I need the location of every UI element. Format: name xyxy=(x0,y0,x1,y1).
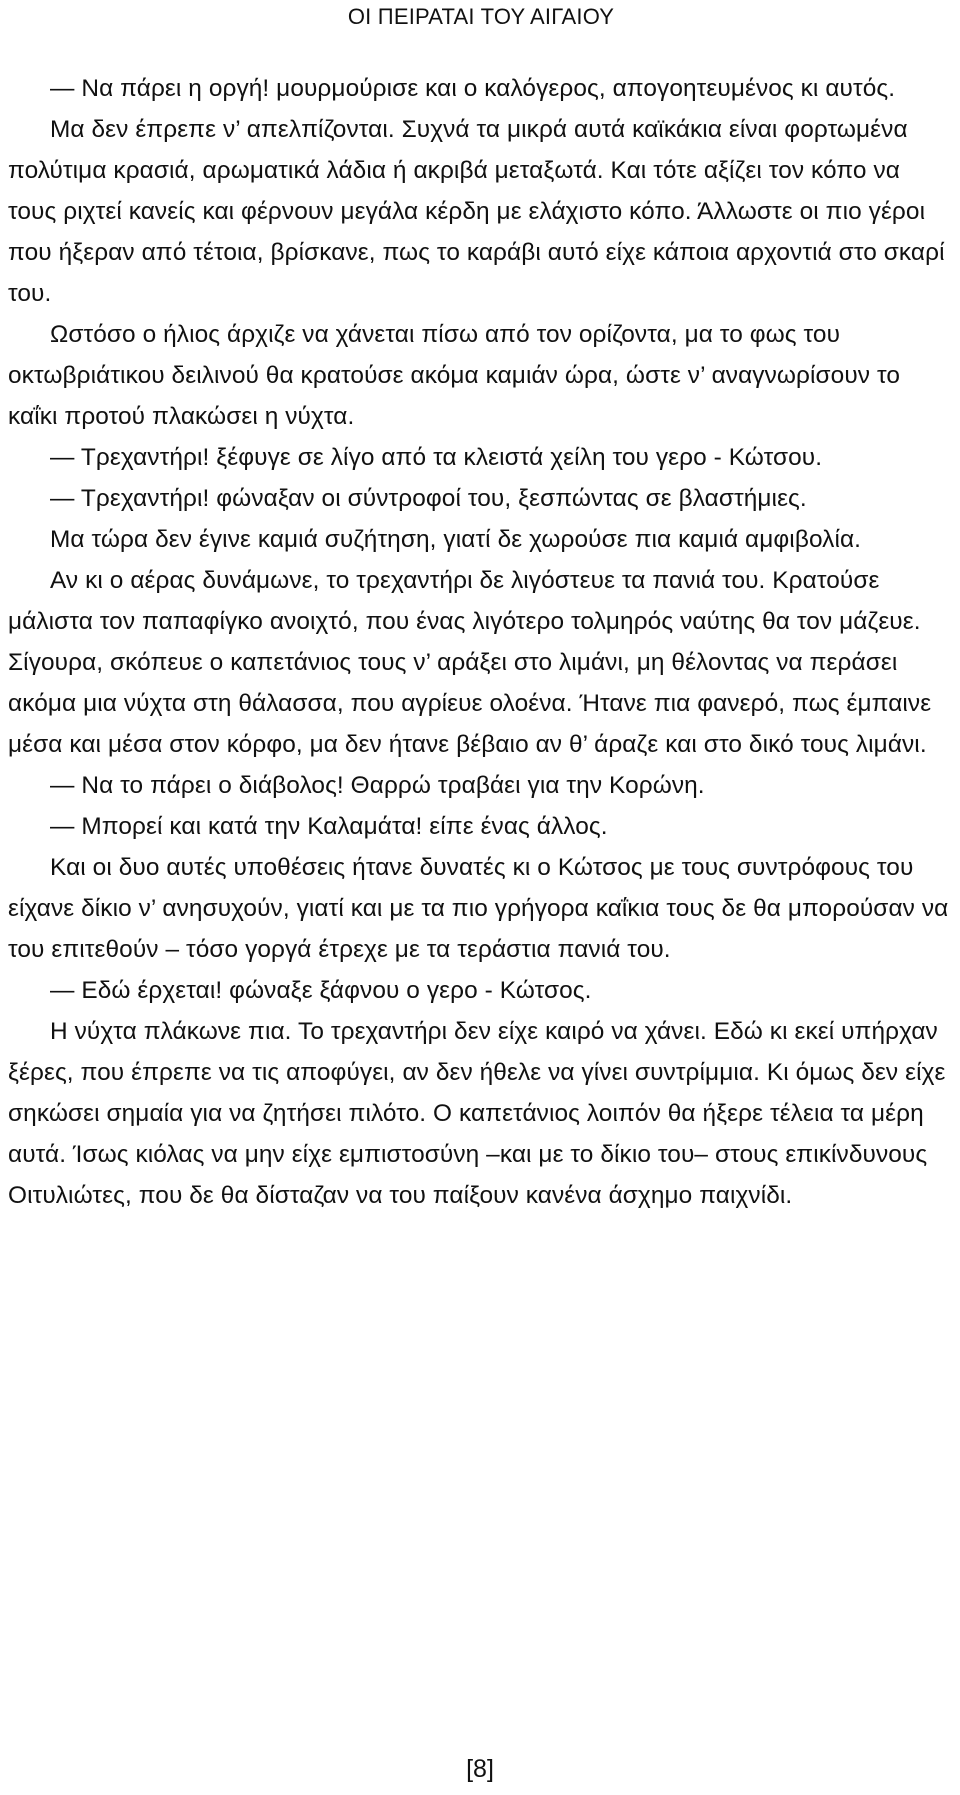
paragraph: Αν κι ο αέρας δυνάμωνε, το τρεχαντήρι δε λιγόστευε τα πανιά του. Κρατούσε μάλιστα τον παπαφίγκο ανοιχτό, που ένας λιγότερο τολμηρός ναύτης θα τον μάζευε. Σίγουρα, σκόπευε ο καπετάνιος τους ν’ αράξει στο λιμάνι, μη θέλοντας να περάσει ακόμα μια νύχτα στη θάλασσα, που αγρίευε ολοένα. Ήτανε πια φανερό, πως έμπαινε μέσα και μέσα στον κόρφο, μα δεν ήτανε βέβαιο αν θ’ άραζε και στο δικό τους λιμάνι. xyxy=(8,567,932,758)
paragraph: — Μπορεί και κατά την Καλαμάτα! είπε ένας άλλος. xyxy=(50,813,608,840)
paragraph: — Να το πάρει ο διάβολος! Θαρρώ τραβάει για την Κορώνη. xyxy=(50,772,705,799)
paragraph: Ωστόσο ο ήλιος άρχιζε να χάνεται πίσω από τον ορίζοντα, μα το φως του οκτωβριάτικου δειλινού θα κρατούσε ακόμα καμιάν ώρα, ώστε ν’ αναγνωρίσουν το καΐκι προτού πλακώσει η νύχτα. xyxy=(8,321,900,430)
paragraph: Μα δεν έπρεπε ν’ απελπίζονται. Συχνά τα μικρά αυτά καϊκάκια είναι φορτωμένα πολύτιμα κρασιά, αρωματικά λάδια ή ακριβά μεταξωτά. Και τότε αξίζει τον κόπο να τους ριχτεί κανείς και φέρνουν μεγάλα κέρδη με ελάχιστο κόπο. Άλλωστε οι πιο γέροι που ήξεραν από τέτοια, βρίσκανε, πως το καράβι αυτό είχε κάποια αρχοντιά στο σκαρί του. xyxy=(8,116,945,307)
body-text xyxy=(8,68,954,1216)
running-header: ΟΙ ΠΕΙΡΑΤΑΙ ΤΟΥ ΑΙΓΑΙΟΥ xyxy=(347,4,615,29)
paragraph: Μα τώρα δεν έγινε καμιά συζήτηση, γιατί δε χωρούσε πια καμιά αμφιβολία. xyxy=(50,526,862,553)
paragraph: Και οι δυο αυτές υποθέσεις ήτανε δυνατές κι ο Κώτσος με τους συντρόφους του είχανε δίκιο ν’ ανησυχούν, γιατί και με τα πιο γρήγορα καΐκια τους δε θα μπορούσαν να του επιτεθούν – τόσο γοργά έτρεχε με τα τεράστια πανιά του. xyxy=(8,854,949,963)
page-number: [8] xyxy=(466,1755,494,1783)
paragraph: — Να πάρει η οργή! μουρμούρισε και ο καλόγερος, απογοητευμένος κι αυτός. xyxy=(50,75,896,102)
paragraph: — Εδώ έρχεται! φώναξε ξάφνου ο γερο - Κώτσος. xyxy=(50,977,592,1004)
paragraph: Η νύχτα πλάκωνε πια. Το τρεχαντήρι δεν είχε καιρό να χάνει. Εδώ κι εκεί υπήρχαν ξέρες, που έπρεπε να τις αποφύγει, αν δεν ήθελε να γίνει συντρίμμια. Κι όμως δεν είχε σηκώσει σημαία για να ζητήσει πιλότο. Ο καπετάνιος λοιπόν θα ήξερε τέλεια τα μέρη αυτά. Ίσως κιόλας να μην είχε εμπιστοσύνη –και με το δίκιο του– στους επικίνδυνους Οιτυλιώτες, που δε θα δίσταζαν να του παίξουν κανένα άσχημο παιχνίδι. xyxy=(8,1018,946,1209)
paragraph: — Τρεχαντήρι! φώναξαν οι σύντροφοί του, ξεσπώντας σε βλαστήμιες. xyxy=(50,485,807,512)
paragraph: — Τρεχαντήρι! ξέφυγε σε λίγο από τα κλειστά χείλη του γερο - Κώτσου. xyxy=(50,444,823,471)
